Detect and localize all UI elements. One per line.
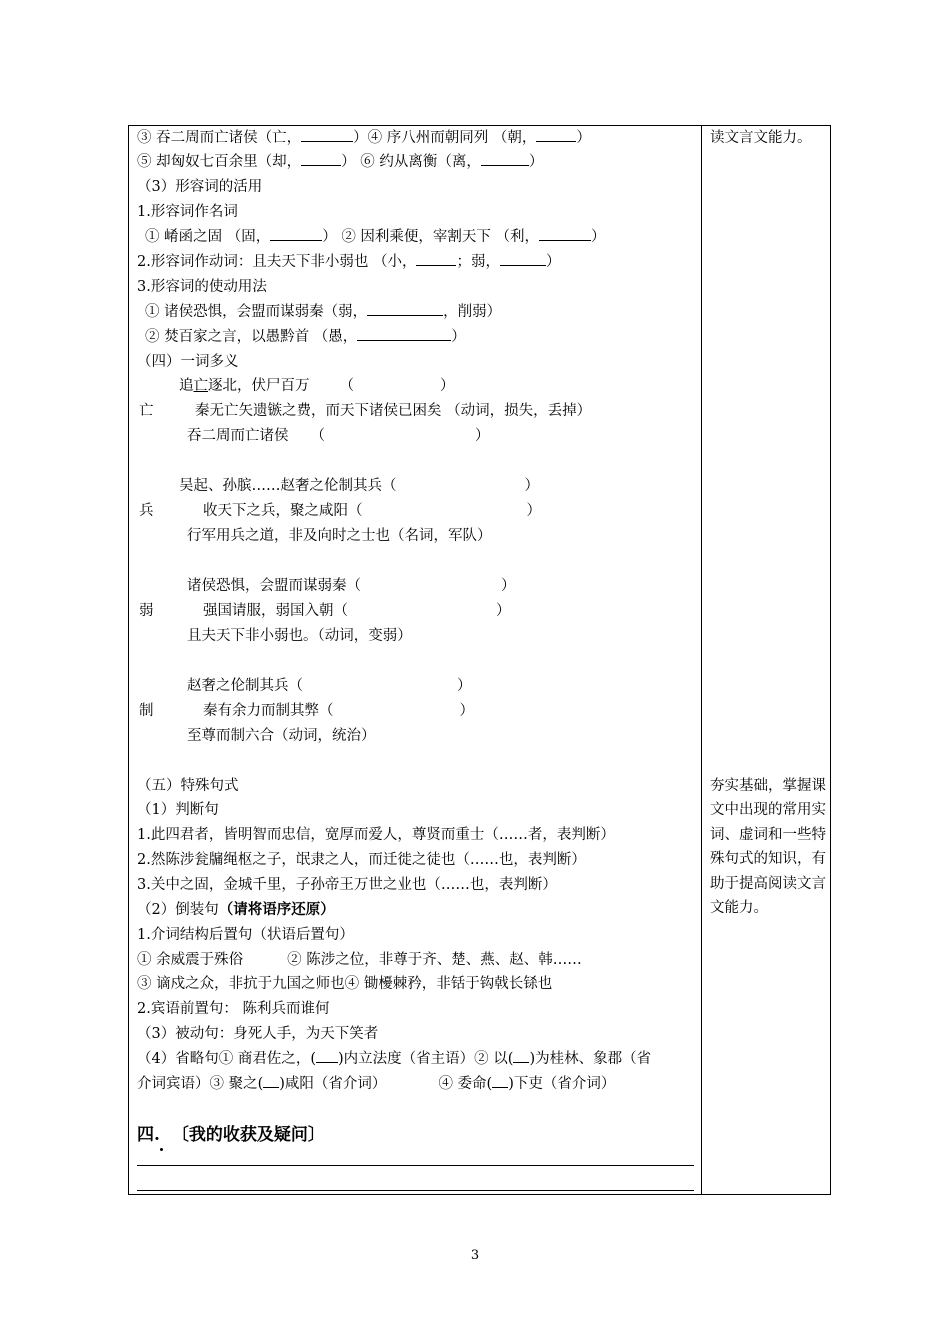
line-que-li	[137, 150, 543, 174]
harvest-heading	[137, 1120, 325, 1145]
text: ① 诸侯恐惧，会盟而谋弱秦（弱，	[145, 304, 368, 320]
answer-blank[interactable]	[539, 225, 591, 241]
text: 逐北，伏尸百万	[208, 378, 310, 394]
text: ）④ 序八州而朝同列 （朝，	[353, 130, 537, 146]
text: ① 崤函之固 （固，	[145, 229, 271, 245]
section-polysemy: （四）一词多义	[137, 354, 239, 370]
wang-sentence-3	[187, 424, 490, 448]
text: 收天下之兵，聚之咸阳（	[203, 503, 363, 519]
text: ② 陈涉之位，非尊于齐、楚、燕、赵、韩……	[287, 952, 582, 968]
text: ）	[457, 678, 472, 694]
ruo-sentence-3: 且夫天下非小弱也。（动词，变弱）	[187, 628, 412, 644]
ruo-sentence-1	[187, 574, 516, 598]
wang-sentence-1	[179, 374, 455, 398]
underlined-char: 亡	[193, 378, 208, 394]
inversion-1: 1.介词结构后置句（状语后置句）	[137, 927, 354, 943]
text: 强国请服，弱国入朝（	[203, 603, 348, 619]
section-number: 四	[137, 1125, 154, 1145]
answer-blank[interactable]	[301, 150, 341, 166]
answer-blank[interactable]	[513, 1047, 529, 1063]
text: ；弱，	[456, 254, 500, 270]
section-special-sentences: （五）特殊句式	[137, 778, 239, 794]
judgement-2: 2.然陈涉瓮牖绳枢之子，氓隶之人，而迁徙之徒也（……也，表判断）	[137, 852, 586, 868]
answer-blank[interactable]	[536, 126, 576, 142]
worksheet-table	[128, 125, 831, 1195]
text: ） ② 因利乘便，宰割天下 （利，	[322, 229, 540, 245]
text: ）	[591, 229, 606, 245]
text: ）	[451, 329, 466, 345]
omission-2	[137, 1072, 615, 1096]
text: ② 焚百家之言，以愚黔首 （愚，	[145, 329, 358, 345]
zhi-sentence-1	[187, 674, 472, 698]
text: ）	[475, 428, 490, 444]
text: ，削弱）	[443, 304, 502, 320]
text: 诸侯恐惧，会盟而谋弱秦（	[187, 578, 361, 594]
text: （	[339, 378, 354, 394]
text: ）	[524, 478, 539, 494]
text: ⑤ 却匈奴七百余里（却，	[137, 154, 302, 170]
text: ）	[576, 130, 591, 146]
text: 追	[179, 378, 194, 394]
text: ）	[528, 154, 544, 170]
text: ④ 委命(	[438, 1076, 493, 1092]
answer-blank[interactable]	[263, 1072, 279, 1088]
inversion-4: 2.宾语前置句： 陈利兵而谁何	[137, 1001, 330, 1017]
text: ）	[459, 703, 474, 719]
line-adj-verb	[137, 250, 560, 274]
write-line[interactable]	[137, 1190, 694, 1191]
text: ） ⑥ 约从离衡（离，	[341, 154, 481, 170]
subheading-judgement: （1）判断句	[137, 802, 219, 818]
text: ① 余威震于殊俗	[137, 952, 244, 968]
text: （2）倒装句	[137, 902, 219, 918]
answer-blank[interactable]	[301, 126, 353, 142]
text: 介词宾语）③ 聚之(	[137, 1076, 264, 1092]
bing-sentence-2	[203, 499, 541, 523]
subheading-causative: 3.形容词的使动用法	[137, 279, 267, 295]
line-yu	[145, 325, 466, 349]
text: )内立法度（省主语）② 以(	[338, 1051, 514, 1067]
judgement-1: 1.此四君者，皆明智而忠信，宽厚而爱人，尊贤而重士（……者，表判断）	[137, 827, 615, 843]
text: ）	[526, 503, 541, 519]
line-wang-chao	[137, 126, 591, 150]
passive-sentence: （3）被动句：身死人手，为天下笑者	[137, 1026, 379, 1042]
side-note-bottom: 夯实基础，掌握课文中出现的常用实词、虚词和一些特殊句式的知识，有助于提高阅读文言文能力。	[710, 778, 826, 917]
text: ）	[440, 378, 455, 394]
answer-blank[interactable]	[270, 225, 322, 241]
text: )下吏（省介词）	[508, 1076, 616, 1092]
answer-blank[interactable]	[492, 1072, 508, 1088]
ruo-sentence-2	[203, 599, 511, 623]
text: )为桂林、象郡（省	[529, 1051, 652, 1067]
text: 吴起、孙膑……赵奢之伦制其兵（	[179, 478, 397, 494]
wang-char: 亡	[139, 403, 154, 419]
text: （	[310, 428, 325, 444]
omission-1	[137, 1047, 651, 1071]
subheading-adj-noun: 1.形容词作名词	[137, 204, 238, 220]
column-divider	[701, 126, 702, 1194]
text: ）	[501, 578, 516, 594]
answer-blank[interactable]	[367, 300, 443, 316]
side-note-top: 读文言文能力。	[710, 130, 812, 146]
write-line[interactable]	[137, 1165, 694, 1166]
zhi-char: 制	[139, 703, 154, 719]
text: )咸阳（省介词）	[279, 1076, 387, 1092]
section-dot: .	[154, 1125, 160, 1145]
text: ）	[545, 254, 561, 270]
answer-blank[interactable]	[481, 150, 529, 166]
page-number: 3	[470, 1248, 480, 1263]
text: 秦有余力而制其弊（	[203, 703, 334, 719]
inversion-2	[137, 948, 582, 972]
answer-blank[interactable]	[316, 1047, 338, 1063]
subheading-inversion	[137, 898, 335, 922]
answer-blank[interactable]	[357, 325, 451, 341]
answer-blank[interactable]	[500, 250, 546, 266]
instruction-bold: （请将语序还原）	[218, 901, 335, 918]
text: 2.形容词作动词：且夫天下非小弱也 （小，	[137, 254, 417, 270]
text: 吞二周而亡诸侯	[187, 428, 289, 444]
text: （4）省略句① 商君佐之，(	[137, 1051, 316, 1067]
bing-char: 兵	[139, 503, 154, 519]
zhi-sentence-3: 至尊而制六合（动词，统治）	[187, 728, 376, 744]
text: ③ 吞二周而亡诸侯（亡，	[137, 130, 302, 146]
inversion-3: ③ 谪戍之众，非抗于九国之师也④ 锄櫌棘矜，非铦于钩戟长铩也	[137, 976, 553, 992]
text: ）	[496, 603, 511, 619]
line-ruo	[145, 300, 501, 324]
bing-sentence-1	[179, 474, 539, 498]
zhi-sentence-2	[203, 699, 474, 723]
line-gu-li	[145, 225, 606, 249]
judgement-3: 3.关中之固，金城千里，子孙帝王万世之业也（……也，表判断）	[137, 877, 557, 893]
ruo-char: 弱	[139, 603, 154, 619]
section-adjective: （3）形容词的活用	[137, 179, 263, 195]
harvest-title: 〔我的收获及疑问〕	[171, 1125, 325, 1145]
wang-sentence-2: 秦无亡矢遗镞之费，而天下诸侯已困矣 （动词，损失，丢掉）	[195, 403, 592, 419]
bing-sentence-3: 行军用兵之道，非及向时之士也（名词，军队）	[187, 528, 492, 544]
text: 赵奢之伦制其兵（	[187, 678, 303, 694]
answer-blank[interactable]	[416, 250, 456, 266]
